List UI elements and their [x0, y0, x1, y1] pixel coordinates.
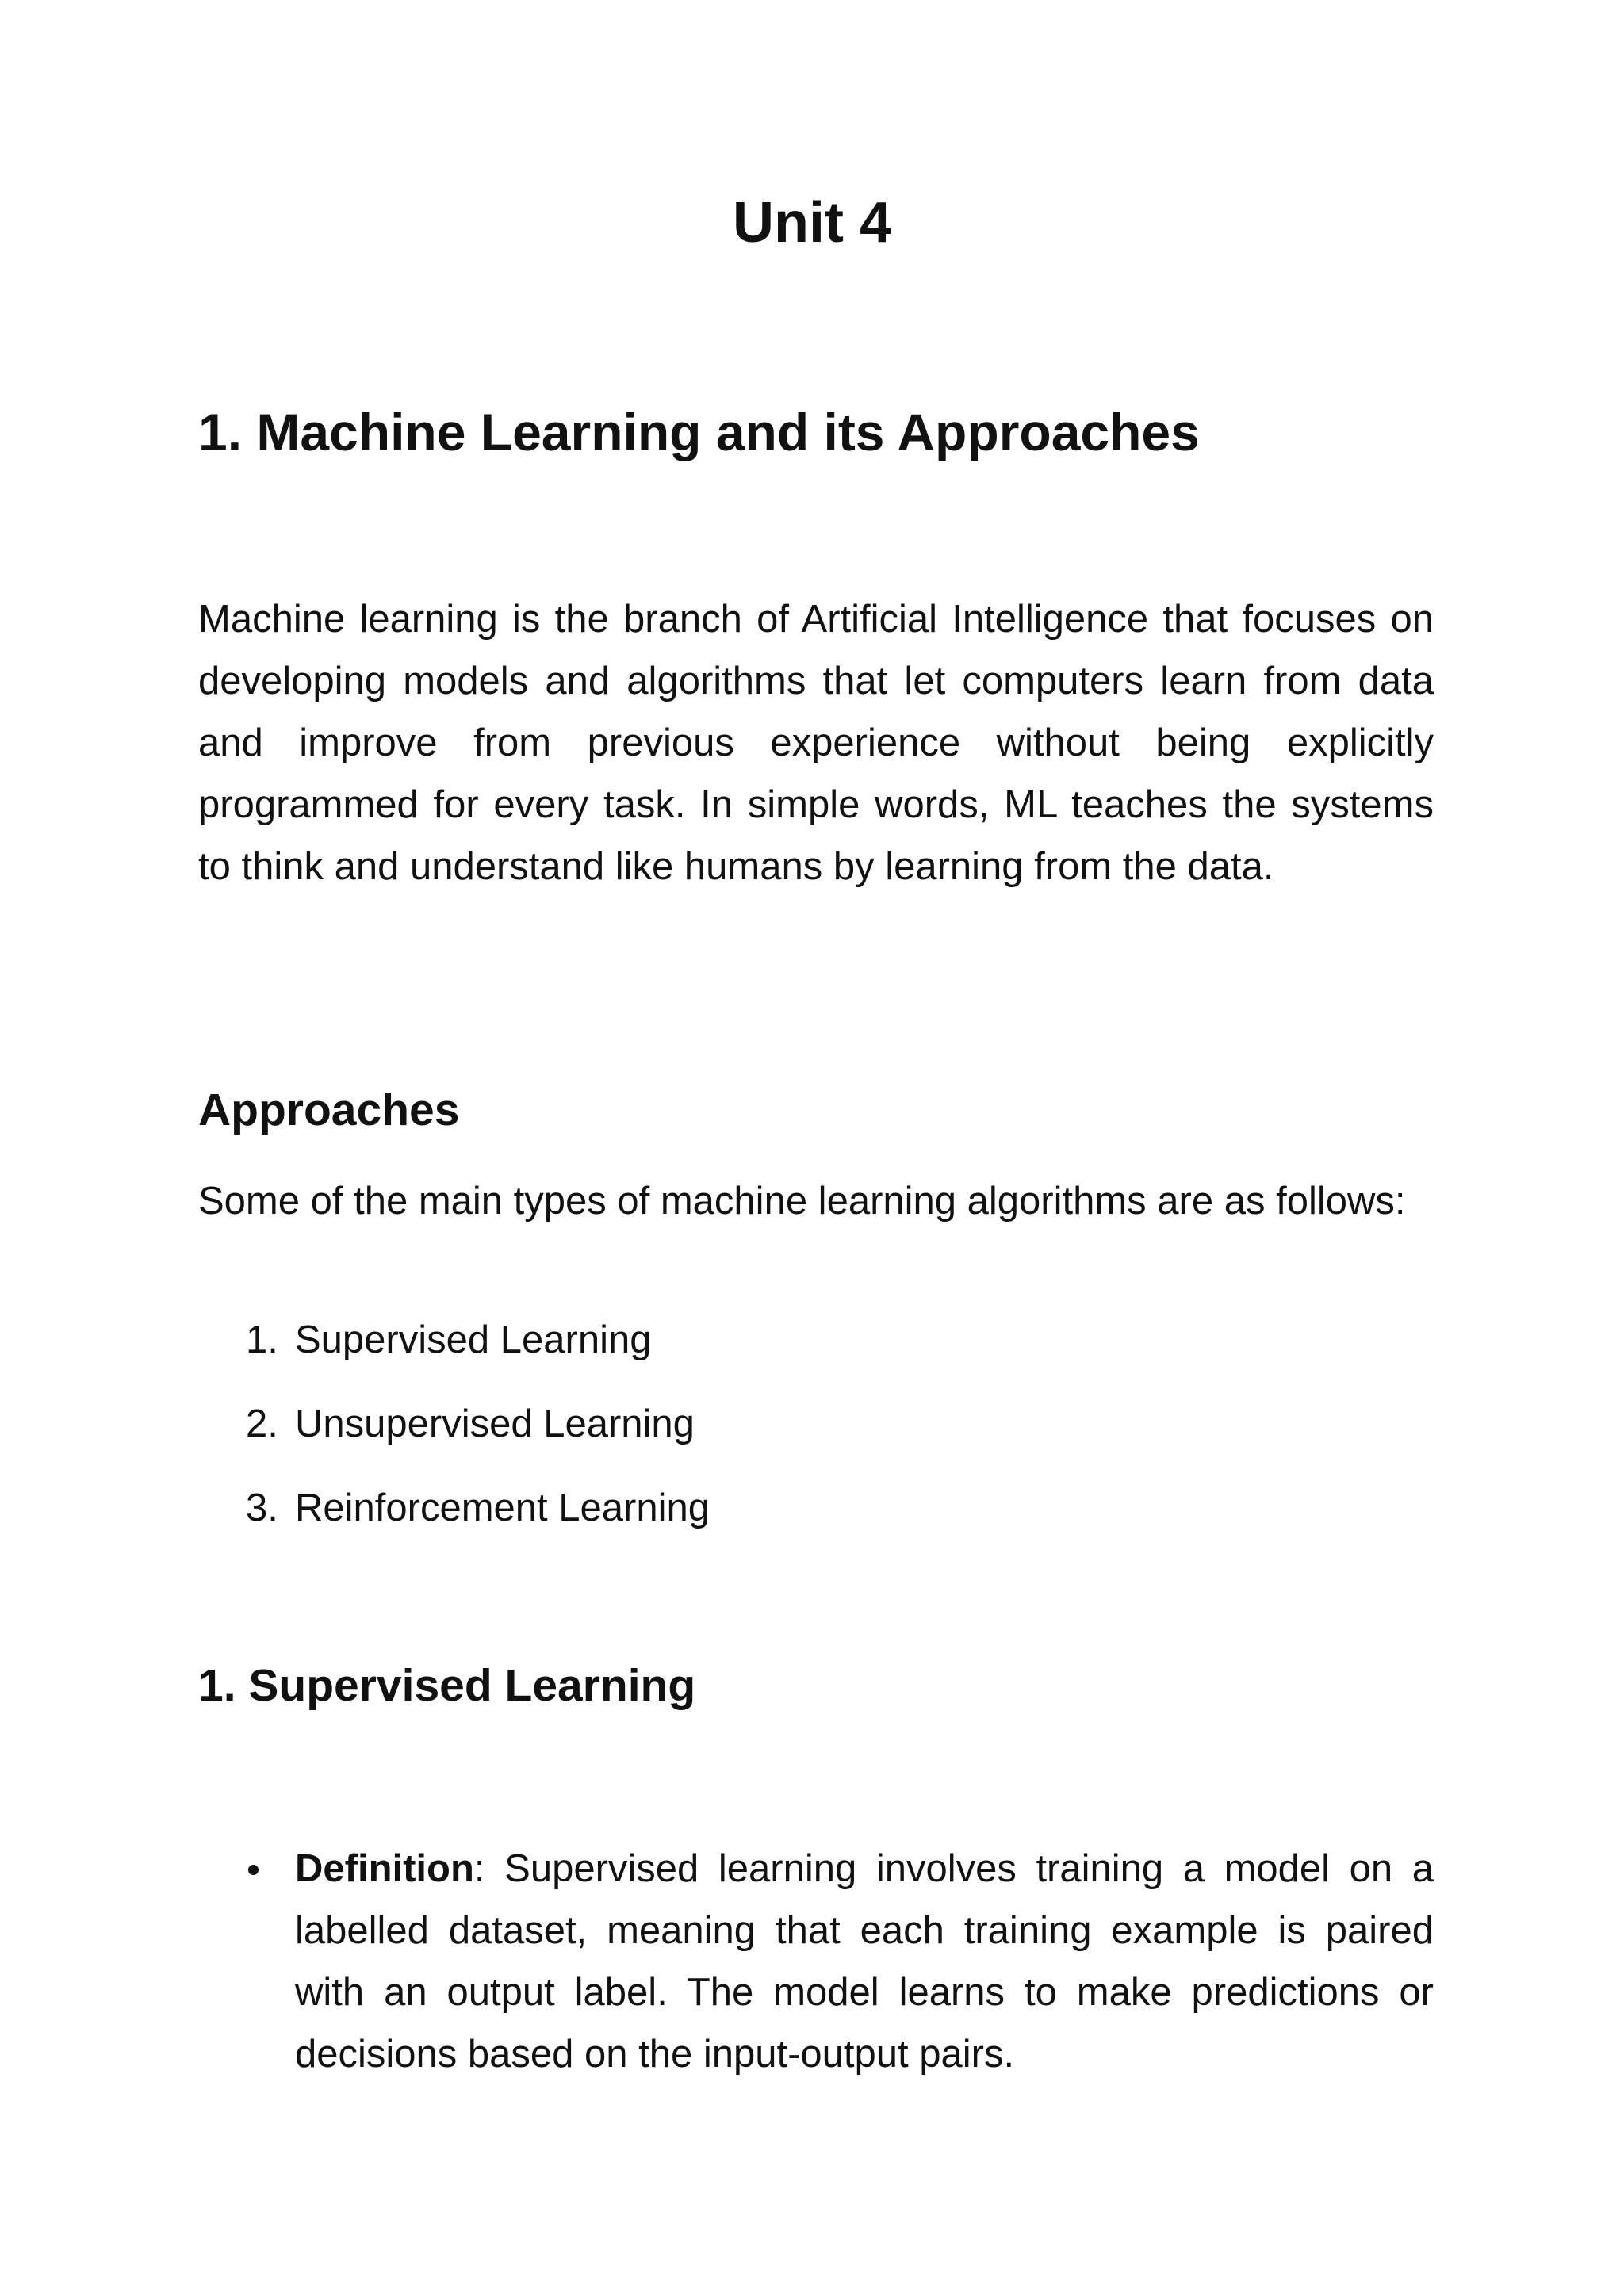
list-number: 3.	[246, 1487, 278, 1529]
definition-paragraph	[295, 1838, 1434, 2085]
definition-text: : Supervised learning involves training a model on a labelled dataset, meaning that each training example is paired with an output label. The model learns to make predictions or decisions based on the input-output pairs.	[295, 1847, 1434, 2076]
bullet-icon	[248, 1865, 259, 1875]
unit-title: Unit 4	[732, 191, 891, 254]
list-number: 2.	[246, 1402, 278, 1445]
approaches-intro: Some of the main types of machine learning algorithms are as follows:	[198, 1180, 1406, 1223]
intro-paragraph: Machine learning is the branch of Artificial Intelligence that focuses on developing models and algorithms that let computers learn from data and improve from previous experience without being explicitly programmed for every task. In simple words, ML teaches the systems to think and understand like humans by learning from the data.	[198, 598, 1434, 888]
list-item-label: Unsupervised Learning	[295, 1402, 695, 1445]
supervised-learning-heading: 1. Supervised Learning	[198, 1660, 696, 1711]
definition-term: Definition	[295, 1847, 474, 1890]
section-title: 1. Machine Learning and its Approaches	[198, 403, 1200, 461]
list-item-label: Supervised Learning	[295, 1318, 652, 1361]
approaches-heading: Approaches	[198, 1085, 460, 1135]
list-item-label: Reinforcement Learning	[295, 1487, 710, 1529]
list-number: 1.	[246, 1318, 278, 1361]
